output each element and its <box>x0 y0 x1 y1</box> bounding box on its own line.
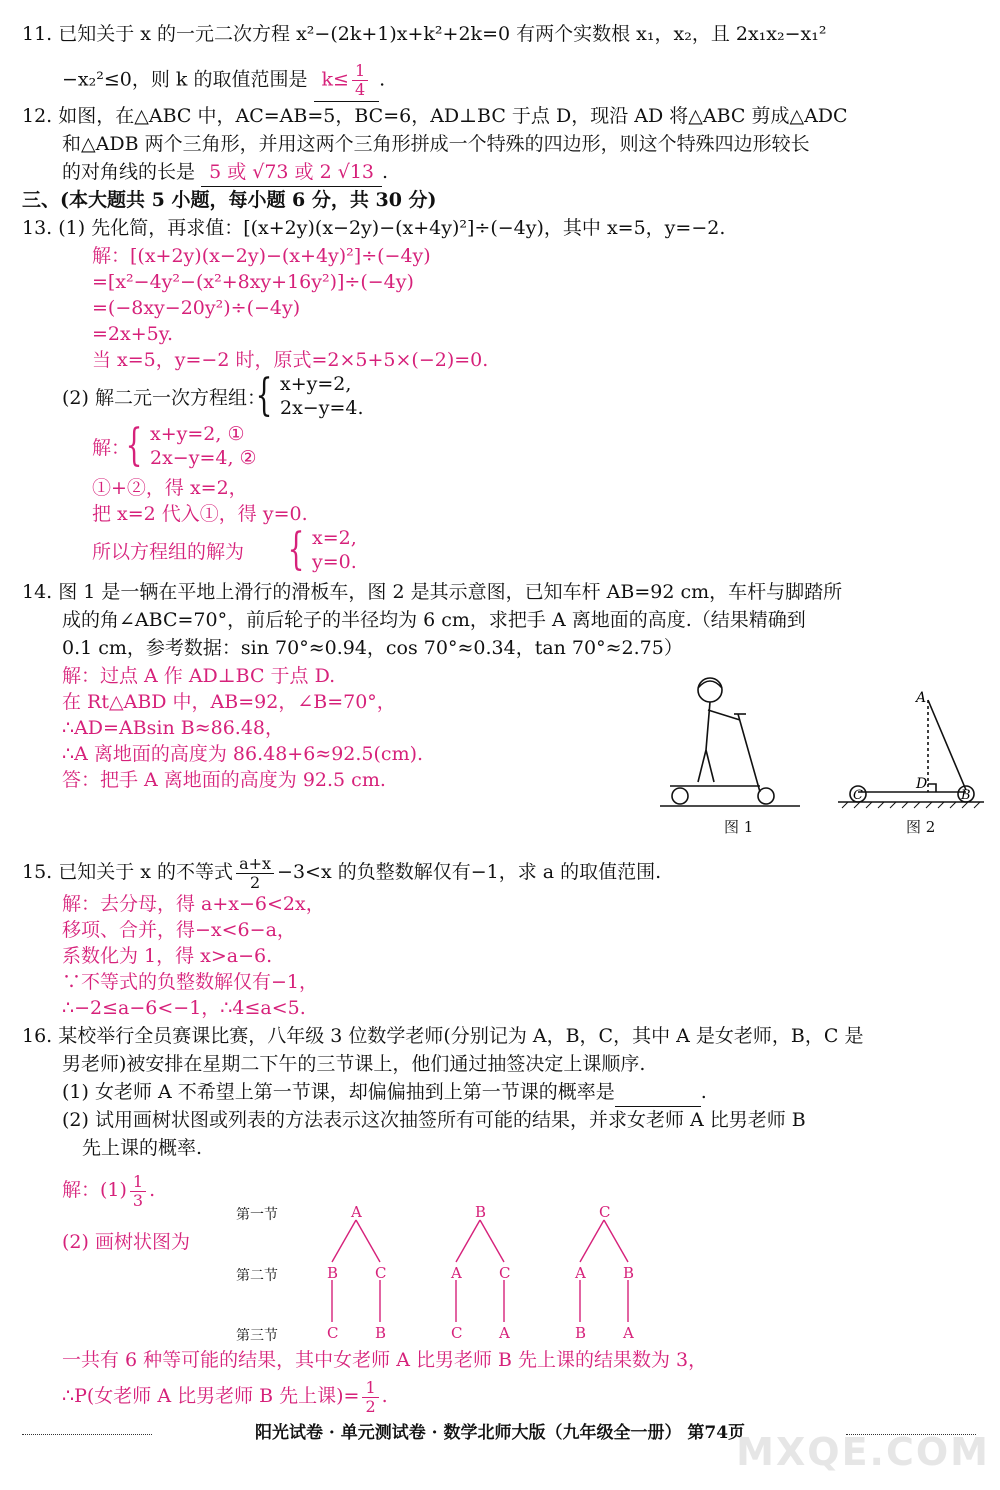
tree-node-a-b-c: C <box>327 1324 339 1342</box>
q13-sol-3: =(−8xy−20y²)÷(−4y) <box>92 297 301 319</box>
q13-eq1: x+y=2, <box>280 373 352 395</box>
label-d: D <box>916 776 928 792</box>
watermark-logo: MXQE.COM <box>736 1430 990 1474</box>
q16-sol1-den: 3 <box>132 1190 144 1210</box>
tree-node-c-a: A <box>575 1264 586 1282</box>
q15-sol-4: ∵不等式的负整数解仅有−1， <box>62 971 319 993</box>
tree-node-c: C <box>599 1203 611 1221</box>
q16-sol1-num: 1 <box>130 1173 146 1192</box>
q15-frac-num: a+x <box>236 855 274 874</box>
q13-res-y: y=0. <box>312 551 357 573</box>
q16-result: 一共有 6 种等可能的结果，其中女老师 A 比男老师 B 先上课的结果数为 3， <box>62 1349 708 1371</box>
q11-answer-frac <box>352 62 368 99</box>
fig1-caption: 图 1 <box>724 818 754 836</box>
q16-line4: (2) 试用画树状图或列表的方法表示这次抽签所有可能的结果，并求女老师 A 比男老师 B <box>62 1109 806 1131</box>
q16-line2: 男老师)被安排在星期二下午的三节课上，他们通过抽签决定上课顺序. <box>62 1053 646 1075</box>
q12-line2: 和△ADB 两个三角形，并用这两个三角形拼成一个特殊的四边形，则这个特殊四边形较长 <box>62 133 810 155</box>
tree-node-c-b: B <box>623 1264 635 1282</box>
q14-sol-5: 答：把手 A 离地面的高度为 92.5 cm. <box>62 769 386 791</box>
q11-line2-text: −x₂²≤0，则 k 的取值范围是 <box>62 68 308 91</box>
q14-sol-3: ∴AD=ABsin B≈86.48， <box>62 717 285 739</box>
q14-line2: 成的角∠ABC=70°，前后轮子的半径均为 6 cm，求把手 A 离地面的高度.（结果精确到 <box>62 609 806 631</box>
scooter-front-wheel <box>758 788 774 804</box>
q16-line3-text: (1) 女老师 A 不希望上第一节课，却偏偏抽到上第一节课的概率是 <box>62 1081 615 1103</box>
q15-post: −3<x 的负整数解仅有−1，求 a 的取值范围. <box>277 861 662 883</box>
tree-node-a-c-b: B <box>375 1324 387 1342</box>
brace-icon: { <box>125 420 143 471</box>
q13-sol2-system <box>120 422 257 470</box>
q11-answer <box>314 62 380 102</box>
q13-sol-2: =[x²−4y²−(x²+8xy+16y²)]÷(−4y) <box>92 271 414 293</box>
fig2-caption: 图 2 <box>906 818 936 836</box>
tree-node-a-b: B <box>327 1264 339 1282</box>
q13-sol-5: 当 x=5，y=−2 时，原式=2×5+5×(−2)=0. <box>92 349 489 371</box>
tree-diagram <box>300 1200 660 1340</box>
q15-sol-1: 解：去分母，得 a+x−6<2x， <box>62 893 325 915</box>
q16-line3: (1) 女老师 A 不希望上第一节课，却偏偏抽到上第一节课的概率是 . <box>62 1080 707 1107</box>
q13-sol2-eq1: x+y=2, ① <box>150 423 245 445</box>
q11-line1: 11. 已知关于 x 的一元二次方程 x²−(2k+1)x+k²+2k=0 有两个实数根 x₁，x₂，且 2x₁x₂−x₁² <box>22 23 827 45</box>
tree-node-b-a: A <box>451 1264 462 1282</box>
tree-node-b-a-c: C <box>451 1324 463 1342</box>
tree-node-a: A <box>351 1203 362 1221</box>
q16-prob-num: 1 <box>362 1379 378 1398</box>
rod-ab <box>928 700 966 790</box>
label-c: C <box>853 788 863 803</box>
tree-level-3: 第三节 <box>236 1328 278 1344</box>
q16-prob-frac <box>362 1379 378 1416</box>
q11-answer-num: 1 <box>352 62 368 81</box>
q15-pre: 15. 已知关于 x 的不等式 <box>22 861 234 883</box>
schematic-figure <box>836 680 986 810</box>
q13-sol-1: 解：[(x+2y)(x−2y)−(x+4y)²]÷(−4y) <box>92 245 431 267</box>
q15-line <box>22 852 661 892</box>
q14-sol-4: ∴A 离地面的高度为 86.48+6≈92.5(cm). <box>62 743 424 765</box>
q16-sol1: 解：(1) $\frac{1}{3}$ . <box>62 1171 156 1210</box>
q16-sol1-frac <box>130 1173 146 1210</box>
q13-line1: 13. (1) 先化简，再求值：[(x+2y)(x−2y)−(x+4y)²]÷(−4y)，其中 x=5，y=−2. <box>22 217 726 239</box>
q16-sol2-label: (2) 画树状图为 <box>62 1231 190 1253</box>
q11-answer-den: 4 <box>354 80 366 99</box>
tree-node-c-a-b: B <box>575 1324 587 1342</box>
q13-part2-label: (2) 解二元一次方程组： <box>62 387 266 409</box>
q13-sol-4: =2x+5y. <box>92 323 173 345</box>
q14-line1: 14. 图 1 是一辆在平地上滑行的滑板车，图 2 是其示意图，已知车杆 AB=92 cm，车杆与脚踏所 <box>22 581 843 603</box>
tree-level-1: 第一节 <box>236 1207 278 1223</box>
q16-prob-den: 2 <box>365 1396 376 1416</box>
q14-sol-2: 在 Rt△ABD 中，AB=92，∠B=70°， <box>62 691 396 713</box>
q15-sol-5: ∴−2≤a−6<−1，∴4≤a<5. <box>62 997 306 1019</box>
q13-system <box>250 372 364 420</box>
q13-solution-system <box>282 526 357 574</box>
q16-blank <box>615 1080 701 1107</box>
tree-level-2: 第二节 <box>236 1268 278 1284</box>
q12-line1: 12. 如图，在△ABC 中，AC=AB=5，BC=6，AD⊥BC 于点 D，现沿 AD 将△ABC 剪成△ADC <box>22 105 848 127</box>
q13-res-x: x=2, <box>312 527 357 549</box>
page-footer: 阳光试卷 · 单元测试卷 · 数学北师大版（九年级全一册） 第74页 <box>254 1423 746 1443</box>
q13-sol2-eq2: 2x−y=4, ② <box>150 447 257 469</box>
q13-sol2-pre: 解： <box>92 437 131 459</box>
q12-answer: 5 或 √73 或 2 √13 <box>201 160 382 187</box>
q14-line3: 0.1 cm，参考数据：sin 70°≈0.94，cos 70°≈0.34，tan 70°≈2.75） <box>62 637 683 659</box>
label-b: B <box>961 788 971 803</box>
q15-sol-3: 系数化为 1，得 x>a−6. <box>62 945 273 967</box>
tree-node-b-c-a: A <box>499 1324 510 1342</box>
q16-sol1-pre: 解：(1) <box>62 1179 127 1201</box>
label-a: A <box>916 690 927 706</box>
tree-node-b: B <box>475 1203 487 1221</box>
q15-frac <box>236 855 274 892</box>
brace-icon: { <box>287 524 305 575</box>
tree-node-b-c: C <box>499 1264 511 1282</box>
section-3-heading: 三、(本大题共 5 小题，每小题 6 分，共 30 分) <box>22 189 437 211</box>
q16-probability: ∴P(女老师 A 比男老师 B 先上课)= $\frac{1}{2}$ . <box>62 1377 388 1416</box>
q14-sol-1: 解：过点 A 作 AD⊥BC 于点 D. <box>62 665 336 687</box>
scooter-rear-wheel <box>672 788 688 804</box>
q11-line2: −x₂²≤0，则 k 的取值范围是 k≤ $\frac{1}{4}$ . <box>62 62 385 102</box>
tree-node-a-c: C <box>375 1264 387 1282</box>
q12-line3: 的对角线的长是 5 或 √73 或 2 √13 . <box>62 160 388 187</box>
q11-answer-k: k≤ <box>321 68 349 91</box>
q13-sol2-b: 把 x=2 代入①，得 y=0. <box>92 503 308 525</box>
q16-prob-pre: ∴P(女老师 A 比男老师 B 先上课)= <box>62 1385 360 1407</box>
q15-frac-den: 2 <box>249 872 261 892</box>
brace-icon: { <box>255 370 273 421</box>
q16-line1: 16. 某校举行全员赛课比赛，八年级 3 位数学老师(分别记为 A，B，C，其中 A 是女老师，B，C 是 <box>22 1025 864 1047</box>
q16-line5: 先上课的概率. <box>82 1137 203 1159</box>
q12-line3-text: 的对角线的长是 <box>62 161 196 183</box>
q13-sol2-a: ①+②，得 x=2， <box>92 477 248 499</box>
q15-sol-2: 移项、合并，得−x<6−a， <box>62 919 296 941</box>
q13-eq2: 2x−y=4. <box>280 397 364 419</box>
q13-sol2-c: 所以方程组的解为 <box>92 541 245 563</box>
tree-node-c-b-a: A <box>623 1324 634 1342</box>
scooter-figure <box>650 670 810 810</box>
